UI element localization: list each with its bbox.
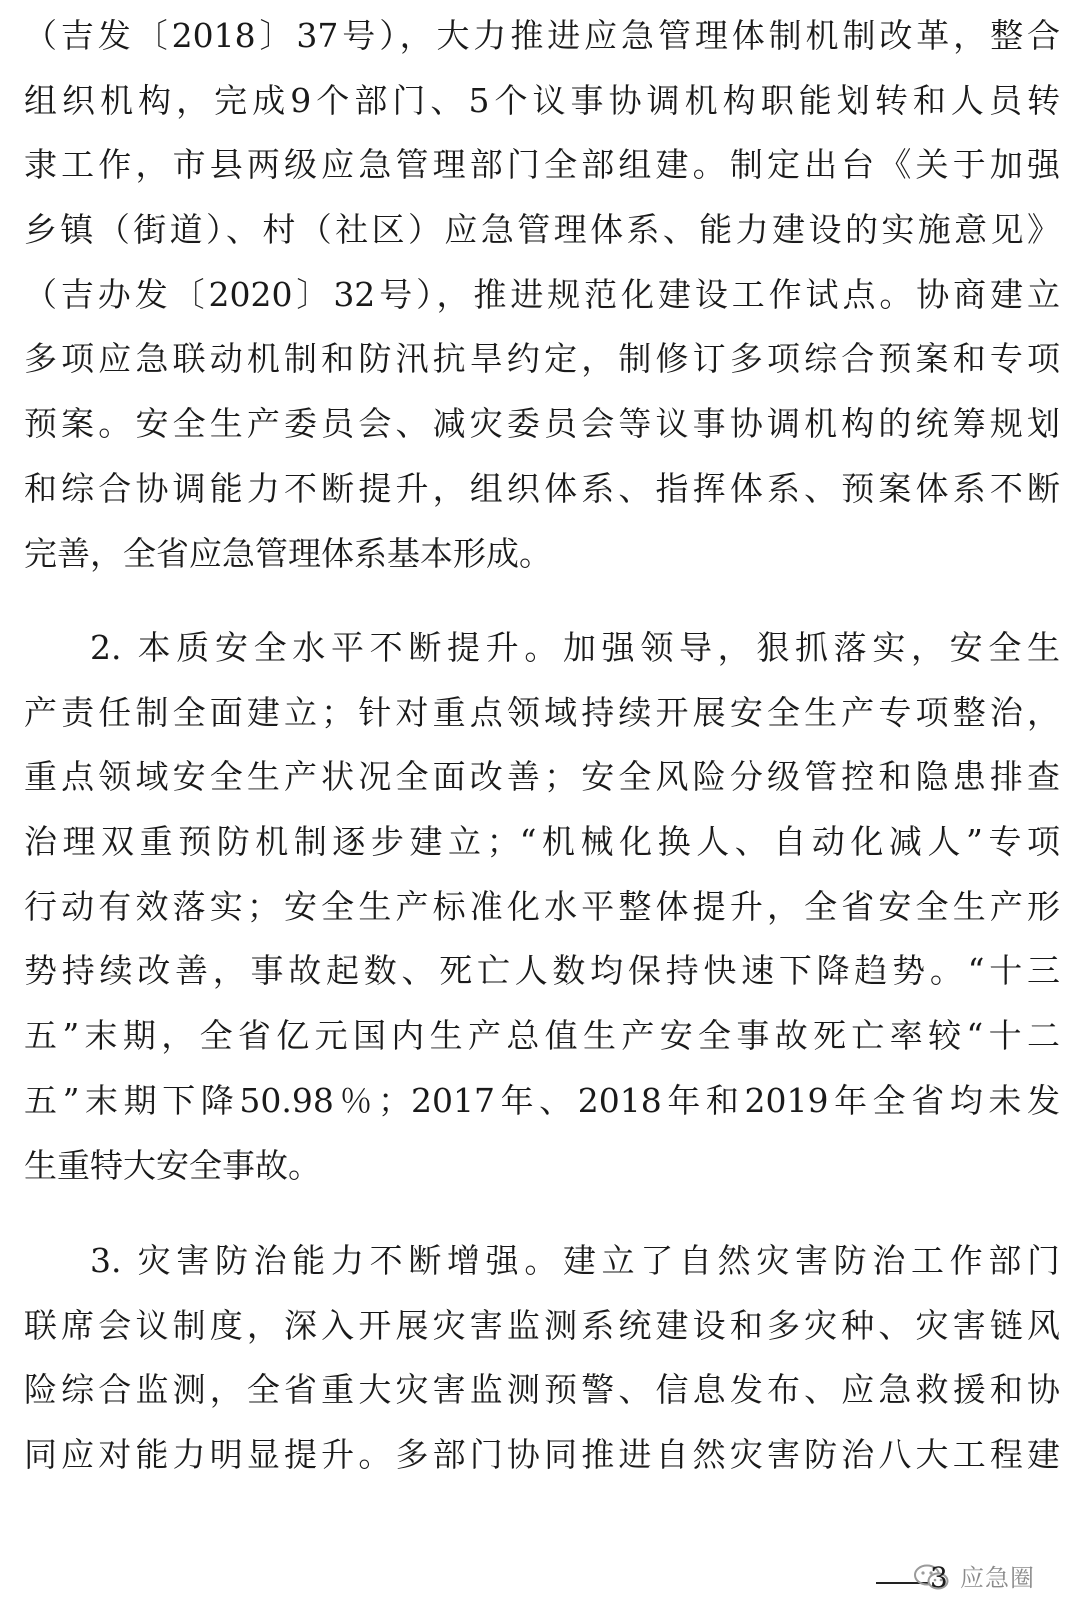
text-line: 行动有效落实；安全生产标准化水平整体提升，全省安全生产形 xyxy=(24,886,1060,926)
text-line: 联席会议制度，深入开展灾害监测系统建设和多灾种、灾害链风 xyxy=(24,1305,1060,1345)
text-line: 重点领域安全生产状况全面改善；安全风险分级管控和隐患排查 xyxy=(24,757,1060,797)
text-line: 五”末期，全省亿元国内生产总值生产安全事故死亡率较“十二 xyxy=(24,1016,1060,1056)
text-line: 多项应急联动机制和防汛抗旱约定，制修订多项综合预案和专项 xyxy=(24,339,1060,379)
text-line: 预案。安全生产委员会、减灾委员会等议事协调机构的统筹规划 xyxy=(24,404,1060,444)
text-line: 同应对能力明显提升。多部门协同推进自然灾害防治八大工程建 xyxy=(24,1435,1060,1475)
watermark-text: 应急圈 xyxy=(960,1564,1035,1592)
text-line: 五”末期下降50.98％；2017年、2018年和2019年全省均未发 xyxy=(24,1080,1060,1120)
text-line: （吉办发〔2020〕32号），推进规范化建设工作试点。协商建立 xyxy=(24,274,1060,314)
text-line: 治理双重预防机制逐步建立；“机械化换人、自动化减人”专项 xyxy=(24,822,1060,862)
text-line: 组织机构，完成9个部门、5个议事协调机构职能划转和人员转 xyxy=(24,80,1060,120)
text-line: 乡镇（街道）、村（社区）应急管理体系、能力建设的实施意见》 xyxy=(24,210,1060,250)
text-line: 生重特大安全事故。 xyxy=(24,1145,321,1185)
text-line: 产责任制全面建立；针对重点领域持续开展安全生产专项整治， xyxy=(24,692,1060,732)
text-line: 2. 本质安全水平不断提升。加强领导，狠抓落实，安全生 xyxy=(90,628,1060,667)
text-line: 势持续改善，事故起数、死亡人数均保持快速下降趋势。“十三 xyxy=(24,951,1060,991)
paragraph-2 xyxy=(24,616,1060,1198)
paragraph-3 xyxy=(24,1229,1060,1488)
text-line: 隶工作，市县两级应急管理部门全部组建。制定出台《关于加强 xyxy=(24,145,1060,185)
text-line: 和综合协调能力不断提升，组织体系、指挥体系、预案体系不断 xyxy=(24,468,1060,508)
text-line: 完善，全省应急管理体系基本形成。 xyxy=(24,533,552,573)
page-number: 3 xyxy=(930,1561,948,1594)
text-line: 3. 灾害防治能力不断增强。建立了自然灾害防治工作部门 xyxy=(90,1241,1060,1280)
text-line: 险综合监测，全省重大灾害监测预警、信息发布、应急救援和协 xyxy=(24,1370,1060,1410)
page-footer xyxy=(876,1556,1076,1596)
text-line: （吉发〔2018〕37号），大力推进应急管理体制机制改革，整合 xyxy=(24,16,1060,55)
paragraph-1 xyxy=(24,4,1060,586)
